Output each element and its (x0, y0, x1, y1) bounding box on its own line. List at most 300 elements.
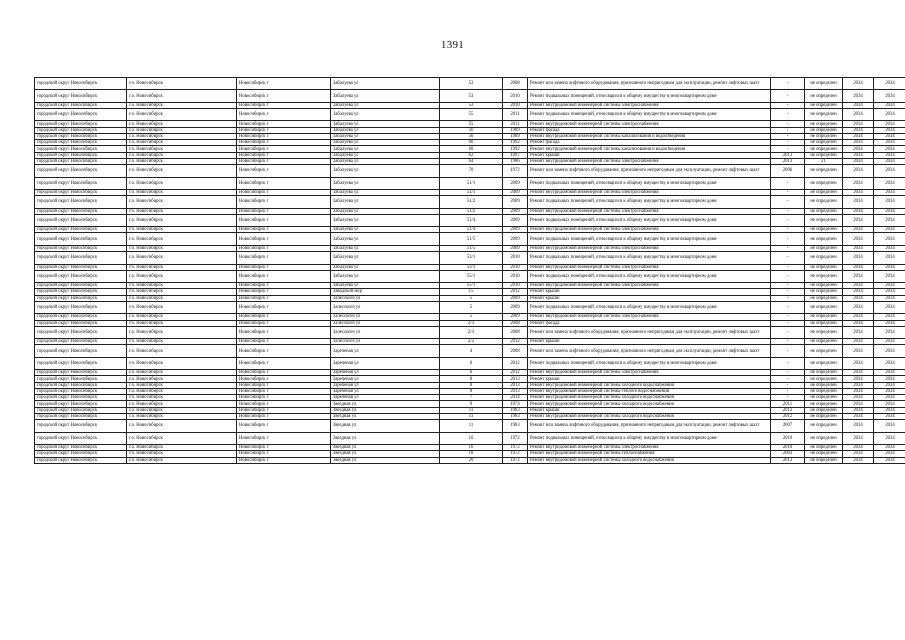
status-cell: не определен (805, 264, 843, 270)
municipality-cell: городской округ Новосибирск (35, 270, 127, 282)
municipality-cell: городской округ Новосибирск (35, 102, 127, 108)
locality-cell: Новосибирск г (237, 314, 331, 320)
work-type-cell: Ремонт или замена лифтового оборудования, признанного непригодным для эксплуатации, ремонт лифтовых шахт (528, 326, 771, 338)
last-repair-year-cell: - (771, 270, 805, 282)
plan-start-cell: 2034 (843, 127, 874, 133)
locality-cell: Новосибирск г (237, 457, 331, 463)
settlement-cell: г.о. Новосибирск (127, 165, 237, 177)
status-cell: не определен (805, 457, 843, 463)
last-repair-year-cell: - (771, 252, 805, 264)
work-type-cell: Ремонт фасада (528, 140, 771, 146)
build-year-cell: 2008 (503, 78, 528, 90)
plan-end-cell: 2034 (874, 133, 905, 139)
status-cell: не определен (805, 90, 843, 102)
settlement-cell: г.о. Новосибирск (127, 90, 237, 102)
municipality-cell: городской округ Новосибирск (35, 233, 127, 245)
last-repair-year-cell: - (771, 357, 805, 369)
settlement-cell: г.о. Новосибирск (127, 283, 237, 289)
status-cell: не определен (805, 208, 843, 214)
status-cell: не определен (805, 196, 843, 208)
work-type-cell: Ремонт внутридомовой инженерной системы холодного водоснабжения (528, 413, 771, 419)
last-repair-year-cell: - (771, 245, 805, 251)
plan-end-cell: 2034 (874, 165, 905, 177)
plan-end-cell: 2034 (874, 102, 905, 108)
house-number-cell: 51/5 (440, 245, 503, 251)
settlement-cell: г.о. Новосибирск (127, 270, 237, 282)
build-year-cell: 2009 (503, 214, 528, 226)
municipality-cell: городской округ Новосибирск (35, 109, 127, 121)
last-repair-year-cell: - (771, 339, 805, 345)
work-type-cell: Ремонт внутридомовой инженерной системы теплоснабжения (528, 451, 771, 457)
plan-start-cell: 2034 (843, 345, 874, 357)
municipality-cell: городской округ Новосибирск (35, 314, 127, 320)
street-cell: Зареченая ул (331, 382, 440, 388)
work-type-cell: Ремонт крыши (528, 407, 771, 413)
plan-end-cell: 2034 (874, 326, 905, 338)
house-number-cell: 56 (440, 133, 503, 139)
municipality-cell: городской округ Новосибирск (35, 432, 127, 444)
municipality-cell: городской округ Новосибирск (35, 295, 127, 301)
status-cell: не определен (805, 420, 843, 432)
plan-start-cell: 2034 (843, 289, 874, 295)
plan-end-cell: 2034 (874, 264, 905, 270)
house-number-cell: 20 (440, 457, 503, 463)
build-year-cell: 2013 (503, 376, 528, 382)
table-row (35, 165, 905, 177)
last-repair-year-cell: 2012 (771, 407, 805, 413)
status-cell: не определен (805, 146, 843, 152)
house-number-cell: 55 (440, 109, 503, 121)
build-year-cell: 1983 (503, 407, 528, 413)
status-cell: не определен (805, 127, 843, 133)
locality-cell: Новосибирск г (237, 133, 331, 139)
street-cell: Зареченая ул (331, 370, 440, 376)
settlement-cell: г.о. Новосибирск (127, 196, 237, 208)
status-cell: не определен (805, 357, 843, 369)
plan-start-cell: 2034 (843, 432, 874, 444)
last-repair-year-cell: - (771, 289, 805, 295)
locality-cell: Новосибирск г (237, 345, 331, 357)
street-cell: Забалуева ул (331, 233, 440, 245)
house-number-cell: 5 (440, 301, 503, 313)
settlement-cell: г.о. Новосибирск (127, 301, 237, 313)
status-cell: не определен (805, 432, 843, 444)
last-repair-year-cell: - (771, 382, 805, 388)
plan-start-cell: 2034 (843, 270, 874, 282)
house-number-cell: 5 (440, 314, 503, 320)
house-number-cell: 2/3 (440, 320, 503, 326)
house-number-cell: 4 (440, 345, 503, 357)
status-cell: не определен (805, 245, 843, 251)
plan-start-cell: 2034 (843, 78, 874, 90)
locality-cell: Новосибирск г (237, 177, 331, 189)
build-year-cell: 2009 (503, 314, 528, 320)
work-type-cell: Ремонт крыши (528, 289, 771, 295)
last-repair-year-cell: - (771, 326, 805, 338)
last-repair-year-cell: 2012 (771, 413, 805, 419)
settlement-cell: г.о. Новосибирск (127, 146, 237, 152)
plan-end-cell: 2034 (874, 407, 905, 413)
locality-cell: Новосибирск г (237, 326, 331, 338)
municipality-cell: городской округ Новосибирск (35, 401, 127, 407)
plan-end-cell: 2034 (874, 420, 905, 432)
municipality-cell: городской округ Новосибирск (35, 121, 127, 127)
settlement-cell: г.о. Новосибирск (127, 320, 237, 326)
work-type-cell: Ремонт внутридомовой инженерной системы электроснабжения (528, 121, 771, 127)
house-number-cell: 8 (440, 382, 503, 388)
house-number-cell: 51/2 (440, 208, 503, 214)
last-repair-year-cell: - (771, 102, 805, 108)
plan-end-cell: 2034 (874, 140, 905, 146)
locality-cell: Новосибирск г (237, 158, 331, 164)
last-repair-year-cell: - (771, 345, 805, 357)
plan-start-cell: 2034 (843, 320, 874, 326)
house-number-cell: 51/5 (440, 233, 503, 245)
house-number-cell: 2/3 (440, 326, 503, 338)
plan-start-cell: 2034 (843, 146, 874, 152)
last-repair-year-cell: - (771, 177, 805, 189)
settlement-cell: г.о. Новосибирск (127, 370, 237, 376)
plan-start-cell: 2034 (843, 301, 874, 313)
street-cell: Забалуева ул (331, 78, 440, 90)
plan-end-cell: 2034 (874, 121, 905, 127)
settlement-cell: г.о. Новосибирск (127, 345, 237, 357)
settlement-cell: г.о. Новосибирск (127, 152, 237, 158)
house-number-cell: 51/1 (440, 177, 503, 189)
municipality-cell: городской округ Новосибирск (35, 189, 127, 195)
plan-start-cell: 2034 (843, 413, 874, 419)
plan-end-cell: 2034 (874, 189, 905, 195)
build-year-cell: 2012 (503, 370, 528, 376)
settlement-cell: г.о. Новосибирск (127, 252, 237, 264)
build-year-cell: 1972 (503, 457, 528, 463)
status-cell: не определен (805, 140, 843, 146)
municipality-cell: городской округ Новосибирск (35, 382, 127, 388)
municipality-cell: городской округ Новосибирск (35, 376, 127, 382)
locality-cell: Новосибирск г (237, 445, 331, 451)
plan-end-cell: 2034 (874, 382, 905, 388)
house-number-cell: 70 (440, 165, 503, 177)
plan-end-cell: 2034 (874, 214, 905, 226)
plan-end-cell: 2034 (874, 177, 905, 189)
municipality-cell: городской округ Новосибирск (35, 146, 127, 152)
last-repair-year-cell: - (771, 140, 805, 146)
locality-cell: Новосибирск г (237, 320, 331, 326)
status-cell: не определен (805, 177, 843, 189)
municipality-cell: городской округ Новосибирск (35, 320, 127, 326)
locality-cell: Новосибирск г (237, 121, 331, 127)
municipality-cell: городской округ Новосибирск (35, 395, 127, 401)
table-row (35, 345, 905, 357)
street-cell: Звездная ул (331, 457, 440, 463)
settlement-cell: г.о. Новосибирск (127, 78, 237, 90)
house-number-cell: 18 (440, 451, 503, 457)
street-cell: Забалуева ул (331, 158, 440, 164)
plan-end-cell: 2034 (874, 146, 905, 152)
status-cell: не определен (805, 165, 843, 177)
last-repair-year-cell: - (771, 133, 805, 139)
plan-end-cell: 2034 (874, 320, 905, 326)
last-repair-year-cell: 2003 (771, 451, 805, 457)
last-repair-year-cell: - (771, 320, 805, 326)
build-year-cell: 1983 (503, 413, 528, 419)
plan-start-cell: 2034 (843, 165, 874, 177)
work-type-cell: Ремонт крыши (528, 376, 771, 382)
work-type-cell: Ремонт подвальных помещений, относящихся к общему имуществу в многоквартирном доме (528, 214, 771, 226)
house-number-cell: 6 (440, 357, 503, 369)
plan-start-cell: 2034 (843, 451, 874, 457)
street-cell: Залесского ул (331, 301, 440, 313)
build-year-cell: 1989 (503, 133, 528, 139)
street-cell: Забалуева ул (331, 245, 440, 251)
plan-end-cell: 2034 (874, 208, 905, 214)
plan-start-cell: 2034 (843, 208, 874, 214)
settlement-cell: г.о. Новосибирск (127, 339, 237, 345)
plan-end-cell: 2034 (874, 395, 905, 401)
plan-start-cell: 2034 (843, 376, 874, 382)
plan-start-cell: 2034 (843, 420, 874, 432)
municipality-cell: городской округ Новосибирск (35, 177, 127, 189)
municipality-cell: городской округ Новосибирск (35, 133, 127, 139)
municipality-cell: городской округ Новосибирск (35, 301, 127, 313)
plan-start-cell: 2034 (843, 357, 874, 369)
status-cell: не определен (805, 376, 843, 382)
house-number-cell: 51/1 (440, 189, 503, 195)
plan-start-cell: 2034 (843, 407, 874, 413)
last-repair-year-cell: - (771, 208, 805, 214)
house-number-cell: 53 (440, 78, 503, 90)
build-year-cell: 2009 (503, 227, 528, 233)
municipality-cell: городской округ Новосибирск (35, 420, 127, 432)
municipality-cell: городской округ Новосибирск (35, 214, 127, 226)
settlement-cell: г.о. Новосибирск (127, 382, 237, 388)
plan-start-cell: 2034 (843, 370, 874, 376)
street-cell: Звездная ул (331, 401, 440, 407)
settlement-cell: г.о. Новосибирск (127, 407, 237, 413)
work-type-cell: Ремонт внутридомовой инженерной системы электроснабжения (528, 370, 771, 376)
locality-cell: Новосибирск г (237, 382, 331, 388)
street-cell: Звездная ул (331, 445, 440, 451)
status-cell: не определен (805, 252, 843, 264)
settlement-cell: г.о. Новосибирск (127, 245, 237, 251)
municipality-cell: городской округ Новосибирск (35, 196, 127, 208)
plan-end-cell: 2034 (874, 158, 905, 164)
status-cell: не определен (805, 227, 843, 233)
plan-start-cell: 2034 (843, 382, 874, 388)
last-repair-year-cell: - (771, 376, 805, 382)
municipality-cell: городской округ Новосибирск (35, 451, 127, 457)
street-cell: Забалуева ул (331, 177, 440, 189)
build-year-cell: 2009 (503, 177, 528, 189)
municipality-cell: городской округ Новосибирск (35, 388, 127, 394)
locality-cell: Новосибирск г (237, 420, 331, 432)
status-cell: не определен (805, 382, 843, 388)
plan-end-cell: 2034 (874, 432, 905, 444)
last-repair-year-cell: 2010 (771, 432, 805, 444)
street-cell: Залесского ул (331, 295, 440, 301)
house-number-cell: 9 (440, 401, 503, 407)
last-repair-year-cell: 2006 (771, 165, 805, 177)
street-cell: Звездная ул (331, 451, 440, 457)
plan-end-cell: 2034 (874, 227, 905, 233)
settlement-cell: г.о. Новосибирск (127, 127, 237, 133)
street-cell: Забалуева ул (331, 152, 440, 158)
settlement-cell: г.о. Новосибирск (127, 445, 237, 451)
house-number-cell: 55/1 (440, 283, 503, 289)
house-number-cell: 60 (440, 140, 503, 146)
locality-cell: Новосибирск г (237, 127, 331, 133)
status-cell: не определен (805, 401, 843, 407)
work-type-cell: Ремонт внутридомовой инженерной системы холодного водоснабжения (528, 395, 771, 401)
locality-cell: Новосибирск г (237, 227, 331, 233)
house-number-cell: 8 (440, 388, 503, 394)
locality-cell: Новосибирск г (237, 270, 331, 282)
status-cell: не определен (805, 133, 843, 139)
municipality-cell: городской округ Новосибирск (35, 90, 127, 102)
street-cell: Звездная ул (331, 420, 440, 432)
municipality-cell: городской округ Новосибирск (35, 326, 127, 338)
street-cell: Забалуева ул (331, 109, 440, 121)
build-year-cell: 2008 (503, 320, 528, 326)
locality-cell: Новосибирск г (237, 189, 331, 195)
street-cell: Зареченая ул (331, 345, 440, 357)
work-type-cell: Ремонт внутридомовой инженерной системы электроснабжения (528, 227, 771, 233)
status-cell: не определен (805, 395, 843, 401)
plan-end-cell: 2034 (874, 127, 905, 133)
settlement-cell: г.о. Новосибирск (127, 314, 237, 320)
status-cell: не определен (805, 189, 843, 195)
street-cell: Забалуева ул (331, 252, 440, 264)
plan-end-cell: 2034 (874, 90, 905, 102)
locality-cell: Новосибирск г (237, 295, 331, 301)
house-number-cell: 5 (440, 295, 503, 301)
build-year-cell: 1972 (503, 165, 528, 177)
plan-start-cell: 2034 (843, 158, 874, 164)
table-row (35, 233, 905, 245)
street-cell: Забалуева ул (331, 227, 440, 233)
work-type-cell: Ремонт или замена лифтового оборудования, признанного непригодным для эксплуатации, ремонт лифтовых шахт (528, 165, 771, 177)
municipality-cell: городской округ Новосибирск (35, 339, 127, 345)
status-cell: не определен (805, 326, 843, 338)
plan-end-cell: 2034 (874, 245, 905, 251)
locality-cell: Новосибирск г (237, 78, 331, 90)
house-number-cell: 2/2 (440, 339, 503, 345)
work-type-cell: Ремонт внутридомовой инженерной системы холодного водоснабжения (528, 457, 771, 463)
locality-cell: Новосибирск г (237, 245, 331, 251)
work-type-cell: Ремонт крыши (528, 295, 771, 301)
plan-start-cell: 2034 (843, 395, 874, 401)
last-repair-year-cell: - (771, 214, 805, 226)
street-cell: Заводской мкр (331, 289, 440, 295)
build-year-cell: 2011 (503, 121, 528, 127)
house-number-cell: 60 (440, 146, 503, 152)
plan-end-cell: 2034 (874, 376, 905, 382)
plan-end-cell: 2034 (874, 388, 905, 394)
table-row (35, 301, 905, 313)
locality-cell: Новосибирск г (237, 301, 331, 313)
last-repair-year-cell: 2013 (771, 158, 805, 164)
plan-end-cell: 2034 (874, 445, 905, 451)
plan-start-cell: 2034 (843, 326, 874, 338)
house-number-cell: 55 (440, 121, 503, 127)
settlement-cell: г.о. Новосибирск (127, 357, 237, 369)
status-cell: не определен (805, 445, 843, 451)
street-cell: Залесского ул (331, 314, 440, 320)
locality-cell: Новосибирск г (237, 376, 331, 382)
build-year-cell: 1992 (503, 146, 528, 152)
plan-end-cell: 2034 (874, 283, 905, 289)
plan-start-cell: 2034 (843, 245, 874, 251)
last-repair-year-cell: - (771, 395, 805, 401)
street-cell: Забалуева ул (331, 196, 440, 208)
street-cell: Забалуева ул (331, 127, 440, 133)
work-type-cell: Ремонт фасада (528, 320, 771, 326)
table-row (35, 78, 905, 90)
street-cell: Забалуева ул (331, 165, 440, 177)
municipality-cell: городской округ Новосибирск (35, 165, 127, 177)
build-year-cell: 2010 (503, 90, 528, 102)
street-cell: Забалуева ул (331, 270, 440, 282)
build-year-cell: 2012 (503, 339, 528, 345)
plan-start-cell: 2034 (843, 264, 874, 270)
house-number-cell: 16 (440, 445, 503, 451)
plan-end-cell: 2034 (874, 413, 905, 419)
locality-cell: Новосибирск г (237, 432, 331, 444)
street-cell: Забалуева ул (331, 133, 440, 139)
status-cell: не определен (805, 345, 843, 357)
plan-start-cell: 2034 (843, 339, 874, 345)
house-number-cell: 15 (440, 289, 503, 295)
status-cell: не определен (805, 121, 843, 127)
work-type-cell: Ремонт подвальных помещений, относящихся к общему имуществу в многоквартирном доме (528, 270, 771, 282)
plan-start-cell: 2034 (843, 401, 874, 407)
work-type-cell: Ремонт подвальных помещений, относящихся к общему имуществу в многоквартирном доме (528, 301, 771, 313)
street-cell: Залесского ул (331, 320, 440, 326)
build-year-cell: 2009 (503, 233, 528, 245)
settlement-cell: г.о. Новосибирск (127, 189, 237, 195)
locality-cell: Новосибирск г (237, 102, 331, 108)
municipality-cell: городской округ Новосибирск (35, 289, 127, 295)
table-row (35, 196, 905, 208)
last-repair-year-cell: - (771, 121, 805, 127)
table-row (35, 432, 905, 444)
municipality-cell: городской округ Новосибирск (35, 158, 127, 164)
street-cell: Забалуева ул (331, 102, 440, 108)
plan-end-cell: 2034 (874, 339, 905, 345)
settlement-cell: г.о. Новосибирск (127, 388, 237, 394)
status-cell: не определен (805, 289, 843, 295)
build-year-cell: 1997 (503, 152, 528, 158)
street-cell: Забалуева ул (331, 283, 440, 289)
build-year-cell: 2012 (503, 289, 528, 295)
plan-start-cell: 2034 (843, 90, 874, 102)
settlement-cell: г.о. Новосибирск (127, 401, 237, 407)
work-type-cell: Ремонт подвальных помещений, относящихся к общему имуществу в многоквартирном доме (528, 196, 771, 208)
locality-cell: Новосибирск г (237, 357, 331, 369)
municipality-cell: городской округ Новосибирск (35, 245, 127, 251)
municipality-cell: городской округ Новосибирск (35, 227, 127, 233)
municipality-cell: городской округ Новосибирск (35, 370, 127, 376)
locality-cell: Новосибирск г (237, 264, 331, 270)
status-cell: не определен (805, 295, 843, 301)
plan-start-cell: 2034 (843, 177, 874, 189)
plan-start-cell: 2034 (843, 283, 874, 289)
house-number-cell: 6 (440, 370, 503, 376)
work-type-cell: Ремонт внутридомовой инженерной системы канализования и водоотведения (528, 133, 771, 139)
build-year-cell: 2010 (503, 283, 528, 289)
house-number-cell: 51/2 (440, 196, 503, 208)
work-type-cell: Ремонт внутридомовой инженерной системы холодного водоснабжения (528, 401, 771, 407)
